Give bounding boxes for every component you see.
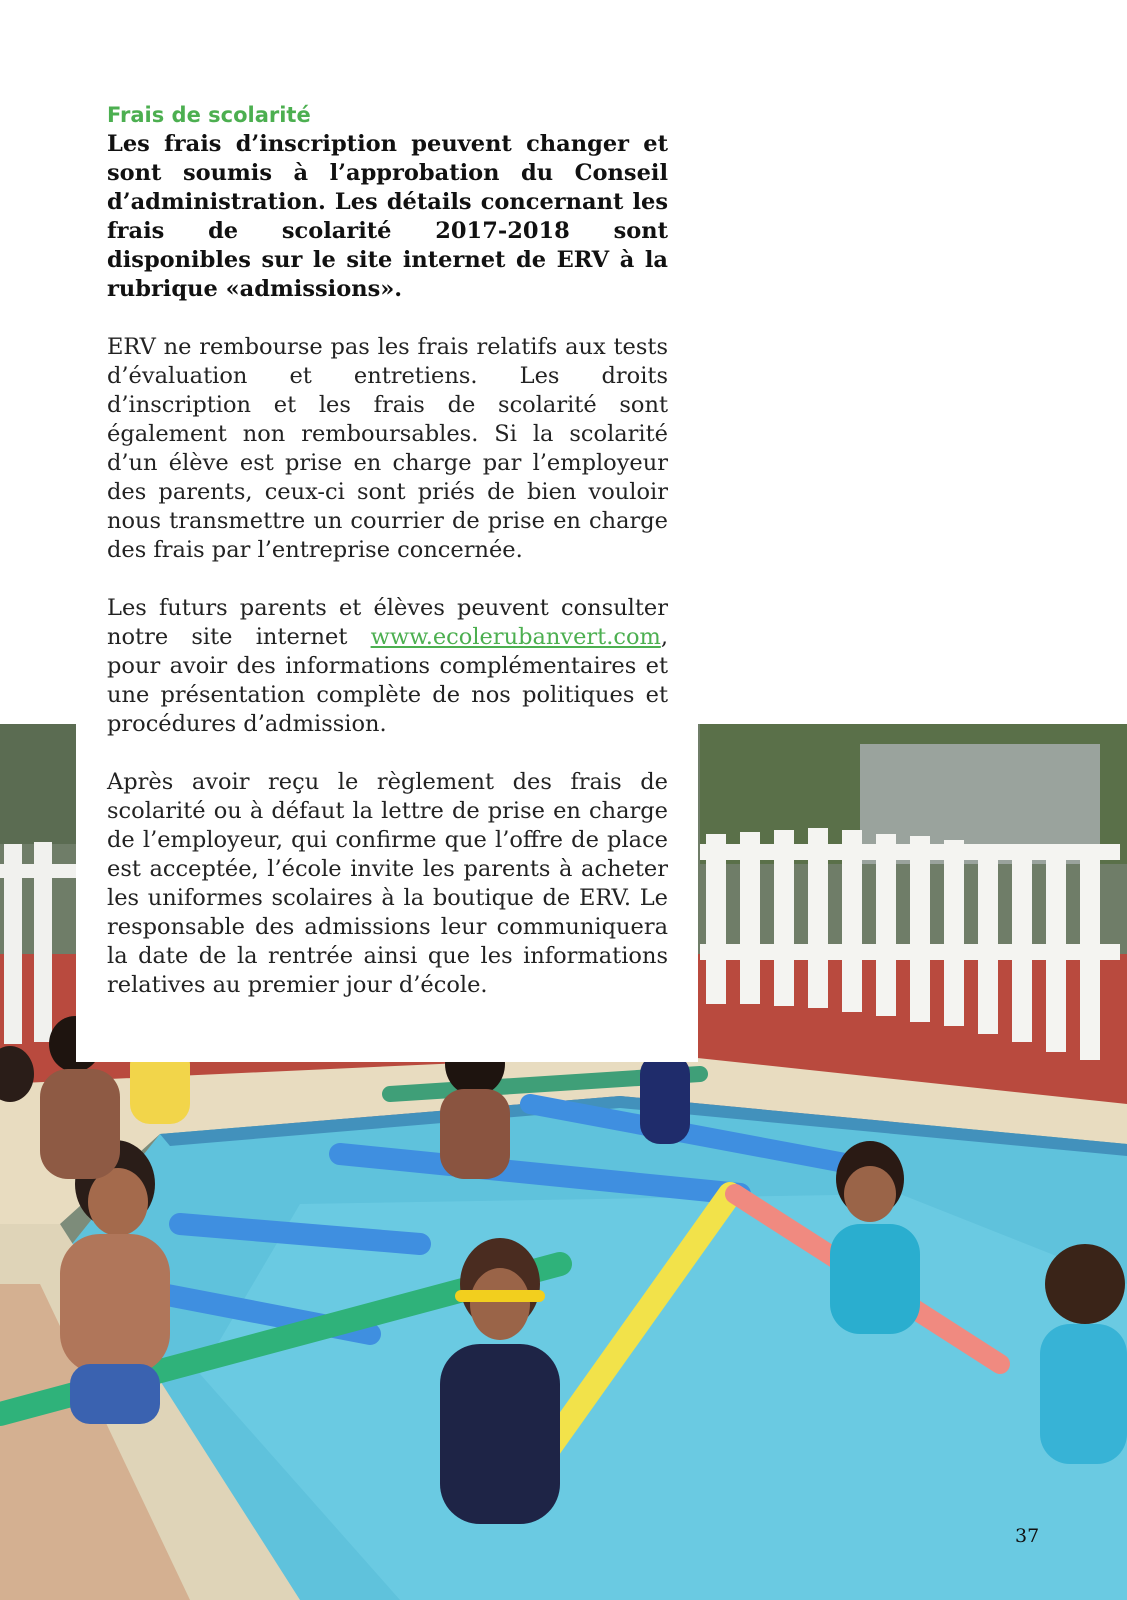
- refund-paragraph: ERV ne rembourse pas les frais relatifs aux tests d’évaluation et entretiens. Les droits d’inscription et les frais de scolarité sont également non remboursables. Si la scolarité d’un élève est prise en charge par l’employeur des parents, ceux-ci sont priés de bien vouloir nous transmettre un courrier de prise en charge des frais par l’entreprise concernée.: [107, 334, 668, 563]
- uniform-paragraph: Après avoir reçu le règlement des frais de scolarité ou à défaut la lettre de prise en charge de l’employeur, qui confirme que l’offre de place est acceptée, l’école invite les parents à acheter les uniformes scolaires à la boutique de ERV. Le responsable des admissions leur communiquera la date de la rentrée ainsi que les informations relatives au premier jour d’école.: [107, 769, 668, 998]
- website-link[interactable]: www.ecolerubanvert.com: [370, 624, 661, 650]
- section-heading: Frais de scolarité: [107, 103, 311, 127]
- website-paragraph: [107, 594, 668, 739]
- section-fees: [107, 100, 668, 1029]
- website-text-before: Les futurs parents et élèves peuvent consulter notre site internet: [107, 595, 668, 650]
- page-number: 37: [1015, 1525, 1040, 1547]
- lead-paragraph: Les frais d’inscription peuvent changer et sont soumis à l’approbation du Conseil d’administration. Les détails concernant les frais de scolarité 2017-2018 sont disponibles sur le site internet de ERV à la rubrique «admissions».: [107, 131, 668, 302]
- website-text-after: , pour avoir des informations complémentaires et une présentation complète de nos politiques et procédures d’admission.: [107, 624, 668, 737]
